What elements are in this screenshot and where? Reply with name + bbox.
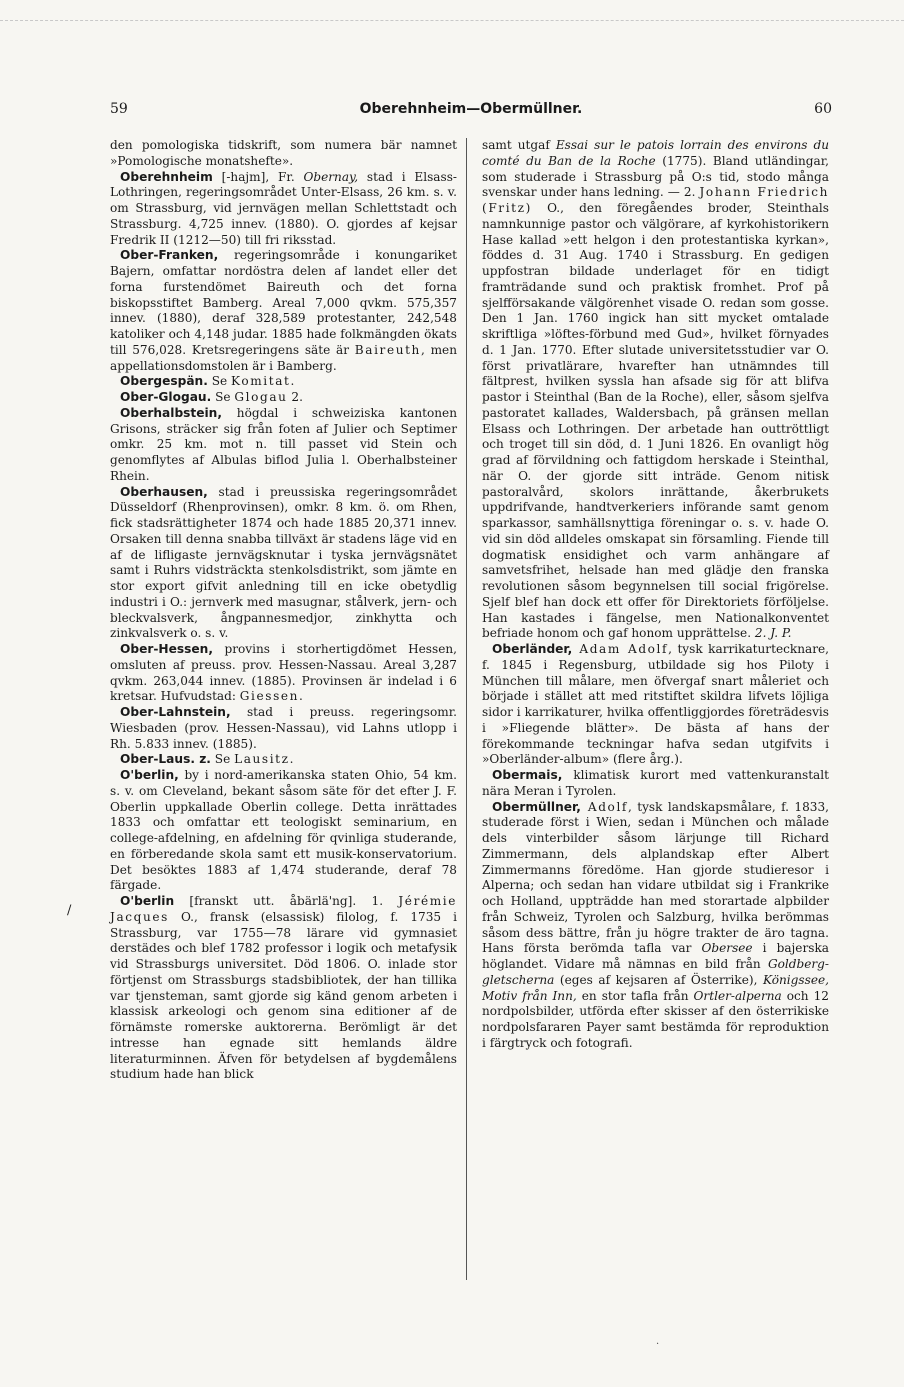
headword: Ober-Lahnstein, (120, 705, 231, 719)
entry-obermais: Obermais, klimatisk kurort med vattenkuranstalt nära Meran i Tyrolen. (482, 768, 829, 798)
entry-obermullner: Obermüllner, Adolf, tysk landskapsmålare, f. 1833, studerade först i Wien, sedan i München och målade dels vinterbilder såsom lärjunge till Richard Zimmermann, dels alplandskap efter Albert Zimmermanns föredöme. Han gjorde studieresor i Alperna; och sedan han vidare utbildat sig i Frankrike och Holland, uppträdde han med storartade alpbilder från Schweiz, Tyrolen och Salzburg, hvilka berömmas såsom dess bättre, från ju högre trakter de äro tagna. Hans första berömda tafla var Obersee i bajerska höglandet. Vidare må nämnas en bild från Goldberg-gletscherna (eges af kejsaren af Österrike), Königssee, Motiv från Inn, en stor tafla från Ortler-alperna och 12 nordpolsbilder, utförda efter skisser af den österrikiske nordpolsfararen Payer samt bestämda för reproduktion i färgtryck och fotografi. (482, 799, 830, 1050)
headword: Ober-Franken, (120, 248, 219, 263)
headword: Ober-Laus. z. (120, 752, 211, 767)
headword: Obermais, (492, 768, 563, 782)
headword: O'berlin (120, 894, 175, 908)
page-number-right: 60 (814, 101, 832, 117)
running-head: Oberehnheim—Obermüllner. (359, 101, 583, 117)
scan-edge-line (0, 20, 904, 22)
entry-continuation: den pomologiska tidskrift, som numera bär namnet »Pomologische monatshefte». (110, 138, 457, 168)
margin-mark: / (67, 903, 72, 918)
headword: Oberhalbstein, (120, 405, 222, 420)
page-number-left: 59 (110, 101, 128, 117)
entry-ober-franken: Ober-Franken, regeringsområde i konungariket Bajern, omfattar nordöstra delen af landet eller det forna furstendömet Baireuth och det forna biskopsstiftet Bamberg. Areal 7,000 qvkm. 575,357 innev. (1880), deraf 328,589 protestanter, 242,548 katoliker och 4,148 judar. 1885 hade folkmängden ökats till 576,028. Kretsregeringens säte är Baireuth, men appellationsdomstolen är i Bamberg. (110, 248, 457, 373)
right-column (482, 138, 829, 1052)
headword: Ober-Glogau. (120, 390, 212, 404)
headword: Ober-Hessen, (120, 642, 213, 656)
entry-ober-lahnstein: Ober-Lahnstein, stad i preuss. regeringsomr. Wiesbaden (prov. Hessen-Nassau), vid Lahns utlopp i Rh. 5.833 innev. (1885). (110, 705, 457, 751)
entry-oberlin-person: O'berlin [franskt utt. åbärlä'ng]. 1. Jérémie Jacques O., fransk (elsassisk) filolog, f. 1735 i Strassburg, var 1755—78 lärare vid gymnasiet derstädes och blef 1782 professor i logik och metafysik vid Strassburgs universitet. Död 1806. O. inlade stor förtjenst om Strassburgs stadsbibliotek, der han tillika var tjensteman, samt gjorde sig känd genom arbeten i klassisk arkeologi och genom sina editioner af de förnämste romerske auktorerna. Berömligt är det intresse han egnade sitt hemlands äldre literaturminnen. Äfven för betydelsen af bygdemålens studium hade han blick (110, 894, 457, 1082)
headword: Obergespän. (120, 374, 208, 389)
entry-oberhalbstein: Oberhalbstein, högdal i schweiziska kantonen Grisons, sträcker sig från foten af Julier och Septimer omkr. 25 km. mot n. till passet vid Stein och genomflytes af Albulas biflod Julia l. Oberhalbsteiner Rhein. (110, 405, 457, 483)
entry-oberehnheim: Oberehnheim [-hajm], Fr. Obernay, stad i Elsass-Lothringen, regeringsområdet Unter-Elsass, 26 km. s. v. om Strassburg, vid jernvägen mellan Schlettstadt och Strassburg. 4,725 innev. (1880). O. gjordes af kejsar Fredrik II (1212—50) till fri riksstad. (110, 169, 457, 247)
entry-oberlin-college: O'berlin, by i nord-amerikanska staten Ohio, 54 km. s. v. om Cleveland, bekant såsom säte för det efter J. F. Oberlin uppkallade Oberlin college. Detta inrättades 1833 och omfattar ett teologiskt seminarium, en college-afdelning, en afdelning för qvinliga studerande, en förberedande skola samt ett musik-konservatorium. Det besöktes 1883 af 1,474 studerande, deraf 78 färgade. (110, 768, 457, 893)
entry-oberlander: Oberländer, Adam Adolf, tysk karrikaturtecknare, f. 1845 i Regensburg, utbildade sig hos Piloty i München till målare, men öfvergaf snart måleriet och började i stället att med ritstiftet skildra lifvets löjliga sidor i karrikaturer, hvilka offentliggjordes företrädesvis i »Fliegende blätter». De bästa af hans der förekommande teckningar hafva sedan utgifvits i »Oberländer-album» (flere årg.). (482, 642, 829, 767)
headword: O'berlin, (120, 768, 179, 782)
entry-ober-hessen: Ober-Hessen, provins i storhertigdömet Hessen, omsluten af preuss. prov. Hessen-Nassau. Areal 3,287 qvkm. 263,044 innev. (1885). Provinsen är indelad i 6 kretsar. Hufvudstad: Giessen. (110, 642, 457, 704)
headword: Oberländer, (492, 642, 573, 656)
headword: Oberhausen, (120, 484, 208, 499)
entry-obergespan: Obergespän. Se Komitat. (120, 374, 296, 389)
entry-ober-lausitz: Ober-Laus. z. Se Lausitz. (120, 752, 296, 767)
entry-oberlin-continuation: samt utgaf Essai sur le patois lorrain des environs du comté du Ban de la Roche (1775). Bland utländingar, som studerade i Strassburg på O:s tid, stodo många svenskar under hans ledning. — 2. Johann Friedrich (Fritz) O., den föregåendes broder, Steinthals namnkunnige pastor och välgörare, af kyrkohistorikern Hase kallad »ett helgon i den protestantiska kyrkan», föddes d. 31 Aug. 1740 i Strassburg. En gedigen uppfostran bildade underlaget för en tidigt framträdande sund och praktisk fromhet. Prof på sjelfförsakande välgörenhet visade O. redan som gosse. Den 1 Jan. 1760 ingick han sitt mycket omtalade skriftliga »löftes-förbund med Gud», hvilket förnyades d. 1 Jan. 1770. Efter slutade universitetsstudier var O. först privatlärare, hvarefter han utnämndes till fältprest, hvilken syssla han afsade sig för att blifva pastor i Steinthal (Ban de la Roche), eller, såsom sjelfva pastoratet kallades, Waldersbach, på gränsen mellan Elsass och Lothringen. Der arbetade han outtröttligt och troget till sin död, d. 1 Juni 1826. En ovanligt hög grad af förvildning och fattigdom herskade i Steinthal, när O. der gjorde sitt inträde. Genom nitisk pastoralvård, skolors inrättande, åkerbrukets uppdrifvande, handtverkeriers införande samt genom sparkassor, samhällsnyttiga föreningar o. s. v. hade O. vid sin död alldeles omskapat sin församling. Fiende till dogmatisk ensidighet och varm anhängare af samvetsfrihet, helsade han med glädje den franska revolutionen såsom begynnelsen till social frigörelse. Sjelf blef han dock ett offer för Direktoriets förföljelse. Han kastades i fängelse, men Nationalkonventet befriade honom och gaf honom upprättelse. 2. J. P. (482, 138, 830, 641)
entry-oberhausen: Oberhausen, stad i preussiska regeringsområdet Düsseldorf (Rhenprovinsen), omkr. 8 km. ö. om Rhen, fick stadsrättigheter 1874 och hade 1885 20,371 innev. Orsaken till denna snabba tillväxt är stadens läge vid en af de lifligaste jernvägsknutar i tyska jernvägsnätet samt i Ruhrs vidsträckta stenkolsdistrikt, som jämte en stor export gifvit anledning till en icke obetydlig industri i O.: jernverk med masugnar, stålverk, jern- och bleckvalsverk, ångpannesmedjor, zinkhytta och zinkvalsverk o. s. v. (110, 484, 457, 641)
headword: Oberehnheim (120, 169, 213, 184)
entry-ober-glogau: Ober-Glogau. Se Glogau 2. (120, 390, 303, 404)
speck: · (656, 1339, 660, 1350)
left-column (110, 138, 457, 1083)
column-rule (466, 138, 467, 1280)
author-signature: 2. J. P. (751, 626, 792, 641)
page-header (110, 101, 832, 123)
headword: Obermüllner, (492, 799, 581, 814)
